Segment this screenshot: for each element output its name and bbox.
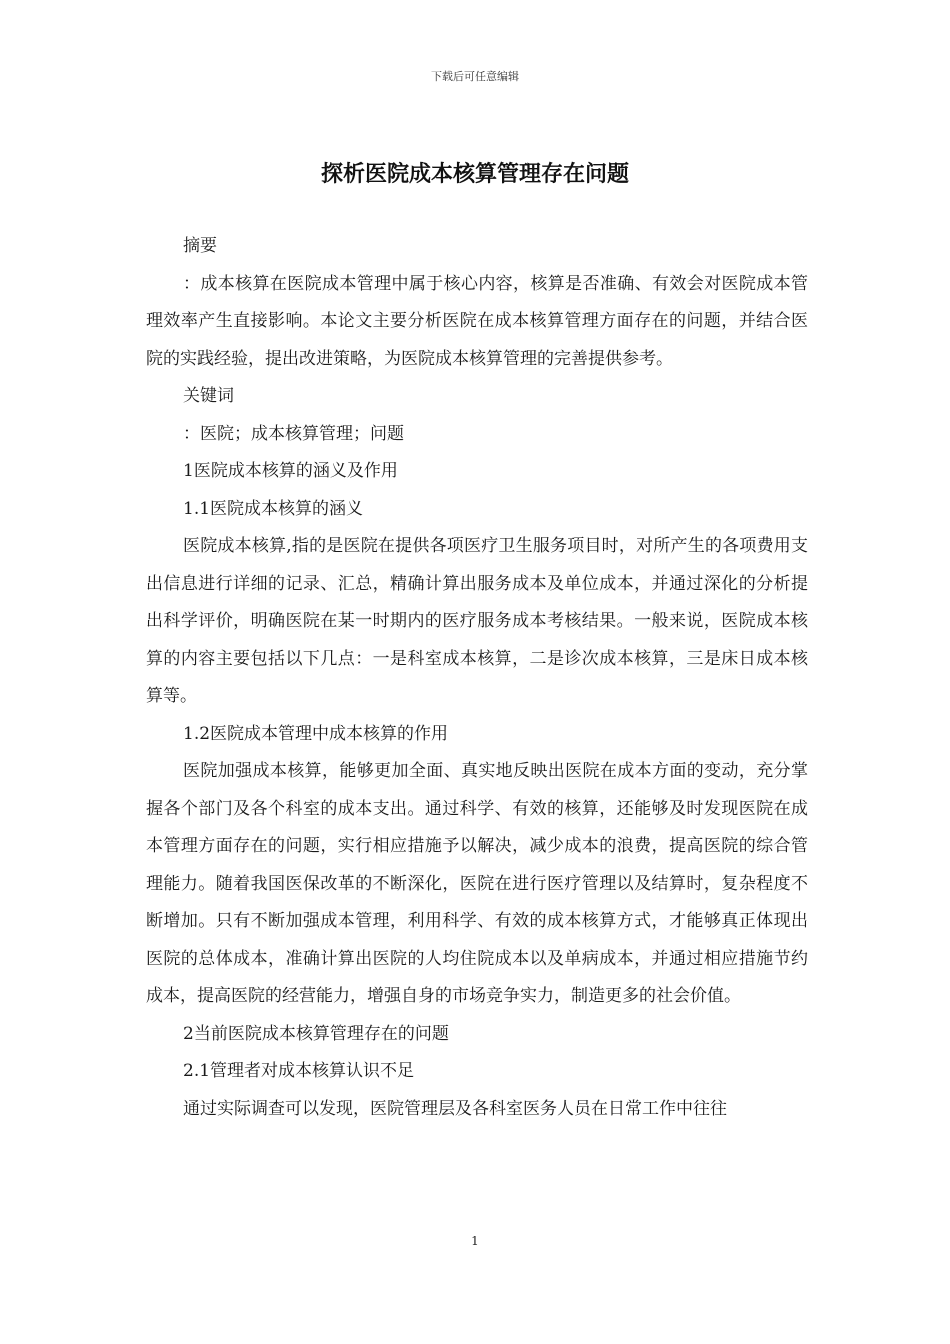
section-2-1-heading: 2.1管理者对成本核算认识不足 xyxy=(183,1061,415,1081)
keywords-text: ：医院；成本核算管理；问题 xyxy=(183,423,404,444)
page-number: 1 xyxy=(471,1234,479,1248)
section-2-heading: 2当前医院成本核算管理存在的问题 xyxy=(183,1023,449,1044)
document-body xyxy=(146,228,808,1128)
header-note: 下载后可任意编辑 xyxy=(431,70,519,83)
section-1-heading: 1医院成本核算的涵义及作用 xyxy=(183,461,398,481)
section-1-2-heading: 1.2医院成本管理中成本核算的作用 xyxy=(183,723,449,744)
abstract-text: ：成本核算在医院成本管理中属于核心内容，核算是否准确、有效会对医院成本管理效率产生直接影响。本论文主要分析医院在成本核算管理方面存在的问题，并结合医院的实践经验，提出改进策略，为医院成本核算管理的完善提供参考。 xyxy=(146,273,808,369)
document-title: 探析医院成本核算管理存在问题 xyxy=(320,161,629,187)
abstract-label: 摘要 xyxy=(183,236,217,256)
keywords-label: 关键词 xyxy=(183,386,234,406)
section-2-1-paragraph: 通过实际调查可以发现，医院管理层及各科室医务人员在日常工作中往往 xyxy=(183,1098,727,1119)
section-1-2-paragraph: 医院加强成本核算，能够更加全面、真实地反映出医院在成本方面的变动，充分掌握各个部门及各个科室的成本支出。通过科学、有效的核算，还能够及时发现医院在成本管理方面存在的问题，实行相应措施予以解决，减少成本的浪费，提高医院的综合管理能力。随着我国医保改革的不断深化，医院在进行医疗管理以及结算时，复杂程度不断增加。只有不断加强成本管理，利用科学、有效的成本核算方式，才能够真正体现出医院的总体成本，准确计算出医院的人均住院成本以及单病成本，并通过相应措施节约成本，提高医院的经营能力，增强自身的市场竞争实力，制造更多的社会价值。 xyxy=(146,761,808,1006)
section-1-1-heading: 1.1医院成本核算的涵义 xyxy=(183,498,364,519)
section-1-1-paragraph: 医院成本核算,指的是医院在提供各项医疗卫生服务项目时，对所产生的各项费用支出信息进行详细的记录、汇总，精确计算出服务成本及单位成本，并通过深化的分析提出科学评价，明确医院在某一时期内的医疗服务成本考核结果。一般来说，医院成本核算的内容主要包括以下几点：一是科室成本核算，二是诊次成本核算，三是床日成本核算等。 xyxy=(146,536,808,706)
